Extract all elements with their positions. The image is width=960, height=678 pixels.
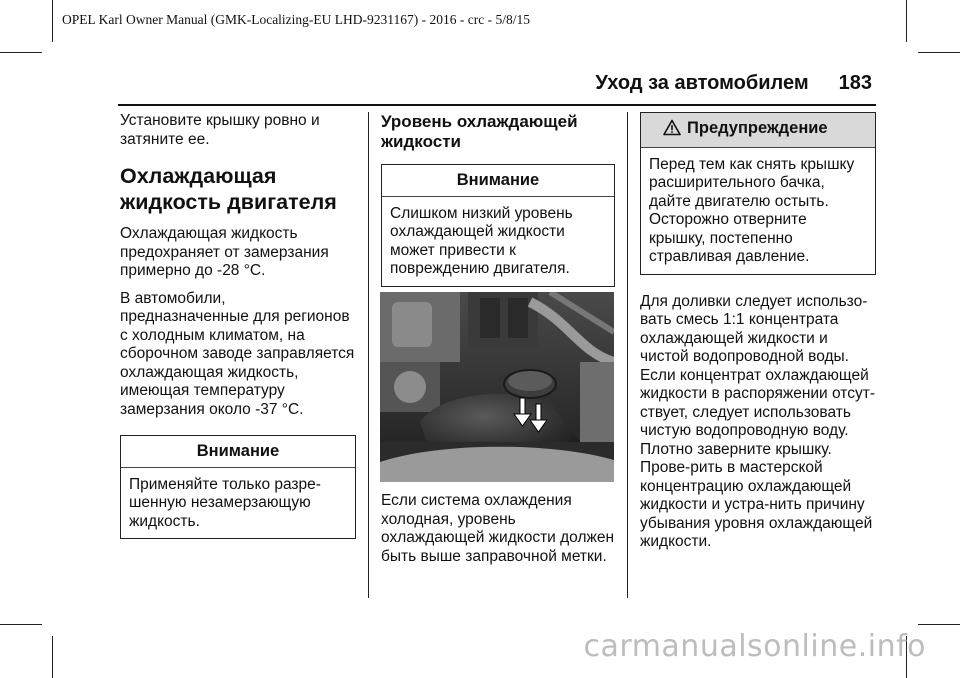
column-divider [368,112,369,598]
crop-mark [0,52,42,53]
coolant-reservoir-image [380,292,614,482]
notice-title: Внимание [121,436,355,468]
coolant-topup-paragraph: Для доливки следует использо-вать смесь 1:1 концентрата охлаждающей жидкости и чистой водопроводной воды. Если концентрат охлаждающей жидкости в распоряжении отсут-ствует, следует использовать чистую водопроводную воду. Плотно заверните крышку. Прове-рить в мастерской концентрацию охлаждающей жидкости и устра-нить причину убывания уровня охлаждающей жидкости. [640,292,875,550]
warning-triangle-icon [663,119,681,141]
coolant-paragraph-2: В автомобили, предназначенные для регионов с холодным климатом, на сборочном заводе заправляется охлаждающая жидкость, имеющая температуру замерзания около -37 °C. [120,289,355,418]
engine-bay-photo [380,292,614,482]
running-head [595,72,872,95]
section-heading-coolant: Охлаждающая жидкость двигателя [120,164,337,214]
photo-caption [381,492,615,575]
intro-text: Установите крышку ровно и затяните ее. [120,112,320,148]
warning-header [641,113,875,148]
column-1 [120,112,356,539]
warning-box [640,112,876,275]
coolant-paragraph-1: Охлаждающая жидкость предохраняет от замерзания примерно до -28 °C. [120,225,329,279]
notice-text: Слишком низкий уровень охлаждающей жидкости может привести к повреждению двигателя. [390,204,573,277]
column-divider [627,112,628,598]
header-rule [118,104,876,106]
column-3 [640,112,876,561]
caption-text: Если система охлаждения холодная, уровень охлаждающей жидкости должен быть выше заправочной метки. [381,492,615,565]
crop-mark [918,52,960,53]
crop-mark [906,0,907,42]
notice-box [120,435,356,539]
warning-title: Предупреждение [687,119,828,137]
warning-text: Перед тем как снять крышку расширительного бачка, дайте двигателю остыть. Осторожно отверните крышку, постепенно стравливая давление. [649,155,855,265]
section-heading-coolant-level: Уровень охлаждающей жидкости [381,112,578,151]
notice-title: Внимание [382,165,614,197]
notice-text: Применяйте только разре-шенную незамерзающую жидкость. [129,475,321,530]
crop-mark [0,624,42,625]
page-number: 183 [838,72,872,94]
section-title: Уход за автомобилем [595,72,809,94]
document-meta: OPEL Karl Owner Manual (GMK-Localizing-EU LHD-9231167) - 2016 - crc - 5/8/15 [62,12,530,27]
column-2 [381,112,615,287]
notice-box [381,164,615,287]
watermark: carmanualsonline.info [583,629,926,664]
crop-mark [918,624,960,625]
crop-mark [52,0,53,42]
